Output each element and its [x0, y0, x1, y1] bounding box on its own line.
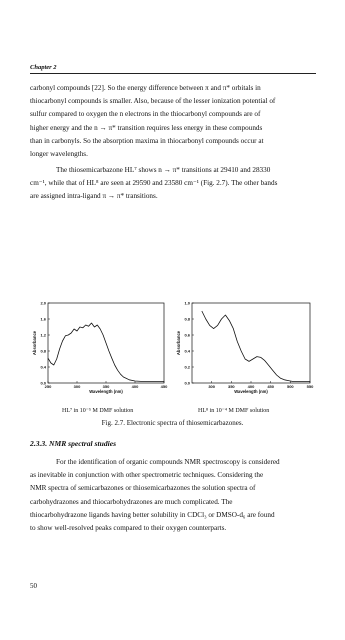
subcaption-hl7: HL⁷ in 10⁻⁵ M DMF solution — [62, 408, 134, 414]
text-line: carbohydrazones and thiocarbohydrazones are much complicated. The — [30, 497, 233, 506]
text-line: as inevitable in conjunction with other spectrometric techniques. Considering the — [30, 471, 264, 480]
plot-frame — [192, 303, 310, 383]
y-tick-label: 0.2 — [184, 364, 190, 370]
text-line: thiocarbohydrazone ligands having better solubility in CDCl₃ or DMSO-d₆ are found — [30, 510, 275, 519]
text-line: sulfur compared to oxygen the n electrons in the thiocarbonyl compounds are of — [30, 110, 261, 119]
figure-spectra — [26, 297, 318, 401]
y-tick-label: 0.8 — [184, 316, 190, 322]
x-tick-label: 250 — [44, 384, 52, 389]
text-line: carbonyl compounds [22]. So the energy difference between π and π* orbitals in — [30, 84, 261, 92]
y-tick-label: 2.0 — [40, 300, 46, 306]
y-axis-label: Absorbance — [32, 330, 37, 356]
y-tick-label: 0.8 — [40, 348, 46, 354]
figure-caption: Fig. 2.7. Electronic spectra of thiosemicarbazones. — [101, 419, 244, 427]
x-tick-label: 550 — [306, 384, 314, 389]
text-line: are assigned intra-ligand π → π* transitions. — [30, 192, 158, 201]
paragraph-1 — [30, 82, 316, 161]
x-tick-label: 500 — [286, 384, 294, 389]
x-tick-label: 300 — [73, 384, 81, 389]
text-line: NMR spectra of semicarbazones or thiosemicarbazones the solution spectra of — [30, 484, 256, 493]
paragraph-2 — [30, 164, 316, 204]
x-tick-label: 350 — [227, 384, 235, 389]
y-tick-label: 0.0 — [40, 380, 46, 386]
text-line: thiocarbonyl compounds is smaller. Also, because of the lesser ionization potential of — [30, 97, 276, 106]
y-tick-label: 0.4 — [40, 364, 46, 370]
y-tick-label: 0.6 — [184, 332, 190, 338]
chart-hl7 — [26, 297, 172, 401]
subcaption-hl8: HL⁸ in 10⁻⁴ M DMF solution — [198, 408, 270, 414]
spectrum-line — [202, 311, 310, 381]
text-line: The thiosemicarbazone HL⁷ shows n → π* transitions at 29410 and 28330 — [56, 166, 271, 174]
x-axis-label: Wavelength (nm) — [89, 389, 123, 394]
x-tick-label: 350 — [102, 384, 110, 389]
page-number: 50 — [30, 582, 37, 590]
text-line: to show well-resolved peaks compared to their oxygen counterparts. — [30, 524, 227, 533]
y-tick-label: 1.2 — [40, 332, 46, 338]
x-tick-label: 450 — [160, 384, 168, 389]
x-tick-label: 450 — [267, 384, 275, 389]
y-tick-label: 0.4 — [184, 348, 190, 354]
y-tick-label: 1.0 — [184, 300, 190, 306]
paragraph-3 — [30, 456, 316, 535]
text-line: than in carbonyls. So the absorption maxima in thiocarbonyl compounds occur at — [30, 136, 264, 145]
text-line: longer wavelengths. — [30, 150, 88, 159]
text-line: For the identification of organic compounds NMR spectroscopy is considered — [56, 458, 280, 466]
y-tick-label: 0.0 — [184, 380, 190, 386]
y-axis-label: Absorbance — [176, 330, 181, 356]
header-rule — [30, 73, 316, 74]
spectrum-line — [48, 323, 164, 381]
x-tick-label: 400 — [131, 384, 139, 389]
x-axis-label: Wavelength (nm) — [234, 389, 268, 394]
x-tick-label: 400 — [247, 384, 255, 389]
x-tick-label: 300 — [208, 384, 216, 389]
y-tick-label: 1.6 — [40, 316, 46, 322]
chart-hl8 — [172, 297, 318, 401]
text-line: higher energy and the n → π* transition requires less energy in these compounds — [30, 123, 263, 132]
text-line: cm⁻¹, while that of HL⁸ are seen at 29590 and 23580 cm⁻¹ (Fig. 2.7). The other bands — [30, 179, 278, 188]
section-heading: 2.3.3. NMR spectral studies — [30, 439, 117, 448]
chapter-header: Chapter 2 — [30, 64, 57, 71]
